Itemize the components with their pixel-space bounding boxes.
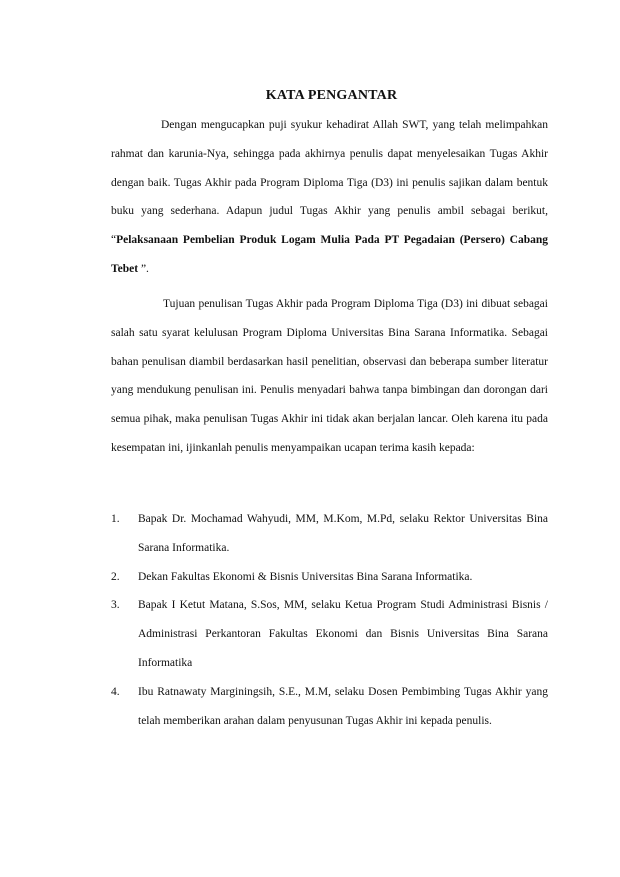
- list-item-number: 2.: [111, 570, 120, 583]
- acknowledgement-list: [111, 505, 548, 735]
- list-item: [111, 678, 548, 736]
- list-item: [111, 591, 548, 677]
- list-item: [111, 505, 548, 563]
- list-item-text: Dekan Fakultas Ekonomi & Bisnis Universitas Bina Sarana Informatika.: [138, 570, 473, 583]
- paragraph-intro: [111, 111, 548, 284]
- list-item-text: Bapak I Ketut Matana, S.Sos, MM, selaku Ketua Program Studi Administrasi Bisnis / Administrasi Perkantoran Fakultas Ekonomi dan Bisnis Universitas Bina Sarana Informatika: [138, 599, 548, 669]
- page-title: KATA PENGANTAR: [265, 88, 398, 103]
- paragraph-intro-text: Dengan mengucapkan puji syukur kehadirat Allah SWT, yang telah melimpahkan rahmat dan karunia-Nya, sehingga pada akhirnya penulis dapat menyelesaikan Tugas Akhir dengan baik. Tugas Akhir pada Program Diploma Tiga (D3) ini penulis sajikan dalam bentuk buku yang sederhana. Adapun judul Tugas Akhir yang penulis ambil sebagai berikut, “: [111, 119, 548, 247]
- thesis-title: Pelaksanaan Pembelian Produk Logam Mulia Pada PT Pegadaian (Persero) Cabang Tebet: [111, 234, 548, 275]
- paragraph-purpose: Tujuan penulisan Tugas Akhir pada Program Diploma Tiga (D3) ini dibuat sebagai salah satu syarat kelulusan Program Diploma Universitas Bina Sarana Informatika. Sebagai bahan penulisan diambil berdasarkan hasil penelitian, observasi dan beberapa sumber literatur yang mendukung penulisan ini. Penulis menyadari bahwa tanpa bimbingan dan dorongan dari semua pihak, maka penulisan Tugas Akhir ini tidak akan berjalan lancar. Oleh karena itu pada kesempatan ini, ijinkanlah penulis menyampaikan ucapan terima kasih kepada:: [111, 298, 548, 454]
- list-item-number: 1.: [111, 513, 120, 525]
- list-item-text: Ibu Ratnawaty Marginingsih, S.E., M.M, selaku Dosen Pembimbing Tugas Akhir yang telah memberikan arahan dalam penyusunan Tugas Akhir ini kepada penulis.: [138, 685, 548, 727]
- list-item-number: 4.: [111, 685, 120, 698]
- list-item-number: 3.: [111, 599, 120, 612]
- paragraph-intro-end: ”.: [138, 262, 149, 275]
- list-item: [111, 563, 548, 592]
- list-item-text: Bapak Dr. Mochamad Wahyudi, MM, M.Kom, M.Pd, selaku Rektor Universitas Bina Sarana Informatika.: [138, 513, 548, 554]
